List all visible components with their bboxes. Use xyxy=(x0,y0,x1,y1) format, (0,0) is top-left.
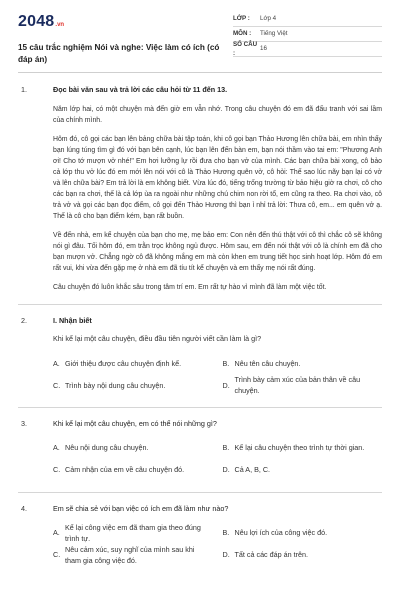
answer-option-a[interactable] xyxy=(53,438,213,460)
question-2 xyxy=(18,316,382,398)
option-text: Nêu cảm xúc, suy nghĩ của mình sau khi tham gia công việc đó. xyxy=(65,544,195,565)
option-text: Trình bày cảm xúc của bản thân về câu chuyện. xyxy=(234,375,361,396)
question-divider xyxy=(18,492,382,493)
question-4 xyxy=(18,504,382,567)
option-label: A. xyxy=(53,528,60,538)
question-number: 1. xyxy=(21,85,27,94)
logo-text: 2048 xyxy=(18,13,55,30)
answer-options xyxy=(53,438,382,482)
question-3 xyxy=(18,419,382,482)
question-number: 4. xyxy=(21,503,27,513)
answer-options xyxy=(53,523,382,567)
option-label: B. xyxy=(222,528,230,538)
header-divider xyxy=(18,72,382,73)
answer-option-b[interactable] xyxy=(223,523,383,545)
meta-row-grade xyxy=(233,12,382,27)
question-divider xyxy=(18,407,382,408)
meta-table xyxy=(233,12,382,70)
meta-key: SỐ CÂU : xyxy=(233,40,258,57)
option-text: Kể lại công việc em đã tham gia theo đúng trình tự. xyxy=(65,522,201,543)
header-left xyxy=(18,10,233,70)
passage-paragraph: Hôm đó, cô gọi các bạn lên bảng chữa bài tập toán, khi cô gọi bạn Thảo Hương lên chữa bài, em nhìn thấy bạn lúng túng tìm gì đó với bạn bên cạnh, lúc bạn lên đến bàn em, bạn nói thầm vào tai em: "Phương Anh ơi! Cho tớ mượn vở nhé!" Em hơi lưỡng lự rồi đưa cho bạn vở của mình. Các bạn chữa bài xong, cô bảo cả lớp thu vở lúc đó em mới lên nói với cô là Thảo Hương quên vở, cô hỏi: Thế sao lúc nãy bạn lại có vở và lên chữa bài? Em trả lời là em không biết. Vừa lúc đó, tiếng trống trường từ bảo hiệu giờ ra chơi, cô cho các bạn ra chơi, thế là cả lớp ùa ra ngoài như những chú chim non rời tổ, em cũng ra theo. Ra chơi vào, cô trả vở và gọi các bạn đọc điểm, cô gọi đến Thảo Hương thì bạn ỉ nhỉ trả lời: Thưa cô, em... em quên vở ạ. Thế là cô cho bạn điểm kém, bạn rất buồn. xyxy=(53,135,382,221)
option-text: Cảm nhận của em về câu chuyện đó. xyxy=(65,465,185,475)
option-text: Nêu tên câu chuyện. xyxy=(234,358,301,368)
option-label: C. xyxy=(53,550,61,560)
logo-suffix: .vn xyxy=(55,22,65,28)
option-label: B. xyxy=(222,443,230,453)
question-divider xyxy=(18,304,382,305)
option-label: D. xyxy=(222,380,230,390)
option-label: A. xyxy=(53,358,60,368)
answer-option-a[interactable] xyxy=(53,523,213,545)
question-heading: Đọc bài văn sau và trả lời các câu hỏi từ 11 đến 13. xyxy=(53,85,228,94)
answer-option-c[interactable] xyxy=(53,375,213,397)
option-text: Nêu lợi ích của công việc đó. xyxy=(234,528,328,538)
option-label: A. xyxy=(53,443,60,453)
passage-paragraph: Câu chuyện đó luôn khắc sâu trong tâm trí em. Em rất tự hào vì mình đã làm một việc tốt. xyxy=(53,284,327,292)
option-text: Kể lại câu chuyện theo trình tự thời gian. xyxy=(234,443,365,453)
meta-value: Tiếng Việt xyxy=(260,30,288,38)
meta-value: Lớp 4 xyxy=(260,15,277,23)
question-number: 3. xyxy=(21,419,27,429)
passage-paragraph: Năm lớp hai, có một chuyện mà đến giờ em vẫn nhớ. Trong câu chuyện đó em đã đấu tranh với sai lầm của chính mình. xyxy=(53,105,382,124)
answer-option-c[interactable] xyxy=(53,460,213,482)
answer-option-b[interactable] xyxy=(223,353,383,375)
meta-key: MÔN : xyxy=(233,30,252,38)
option-label: D. xyxy=(222,550,230,560)
page-header xyxy=(18,0,382,70)
answer-option-d[interactable] xyxy=(223,545,383,567)
question-text: Em sẽ chia sẻ với bạn việc có ích em đã làm như nào? xyxy=(53,503,229,513)
answer-option-d[interactable] xyxy=(223,375,383,397)
section-heading: I. Nhận biết xyxy=(53,315,92,325)
option-text: Nêu nội dung câu chuyện. xyxy=(65,443,149,453)
site-logo[interactable] xyxy=(18,10,233,34)
option-text: Tất cả các đáp án trên. xyxy=(234,550,309,560)
option-label: B. xyxy=(222,358,230,368)
answer-option-a[interactable] xyxy=(53,353,213,375)
document-title: 15 câu trắc nghiệm Nói và nghe: Việc làm có ích (có đáp án) xyxy=(18,43,220,64)
meta-row-count xyxy=(233,42,382,57)
answer-options xyxy=(53,353,382,397)
question-text: Khi kể lại một câu chuyện, em có thể nói những gì? xyxy=(53,419,217,429)
passage-paragraph: Về đến nhà, em kể chuyện của bạn cho mẹ, mẹ bảo em: Con nên đến thú thật với cô thì chắc cô sẽ không nói gì đâu. Tối hôm đó, em trằn trọc không ngủ được. Hôm sau, em đến nói thật với cô là chính em đã cho bạn mượn vở. Chẳng ngờ cô đã không mắng em mà còn khen em trung tiết học sinh hoạt lớp. Hôm đó em rất vui, khi vừa đến gặp mẹ ở nhà em đã tíu tít kể chuyện và em thấy mẹ nói rất đúng. xyxy=(53,232,382,273)
option-text: Cả A, B, C. xyxy=(234,465,271,475)
answer-option-b[interactable] xyxy=(223,438,383,460)
question-1 xyxy=(18,85,382,294)
option-label: D. xyxy=(222,465,230,475)
option-text: Giới thiệu được câu chuyện định kể. xyxy=(65,358,182,368)
option-label: C. xyxy=(53,465,61,475)
meta-key: LỚP : xyxy=(233,15,250,23)
question-text: Khi kể lại một câu chuyện, điều đầu tiên người viết cần làm là gì? xyxy=(53,334,262,344)
option-text: Trình bày nội dung câu chuyện. xyxy=(65,380,166,390)
answer-option-d[interactable] xyxy=(223,460,383,482)
option-label: C. xyxy=(53,380,61,390)
meta-value: 16 xyxy=(260,45,267,53)
answer-option-c[interactable] xyxy=(53,545,213,567)
question-number: 2. xyxy=(21,315,27,325)
